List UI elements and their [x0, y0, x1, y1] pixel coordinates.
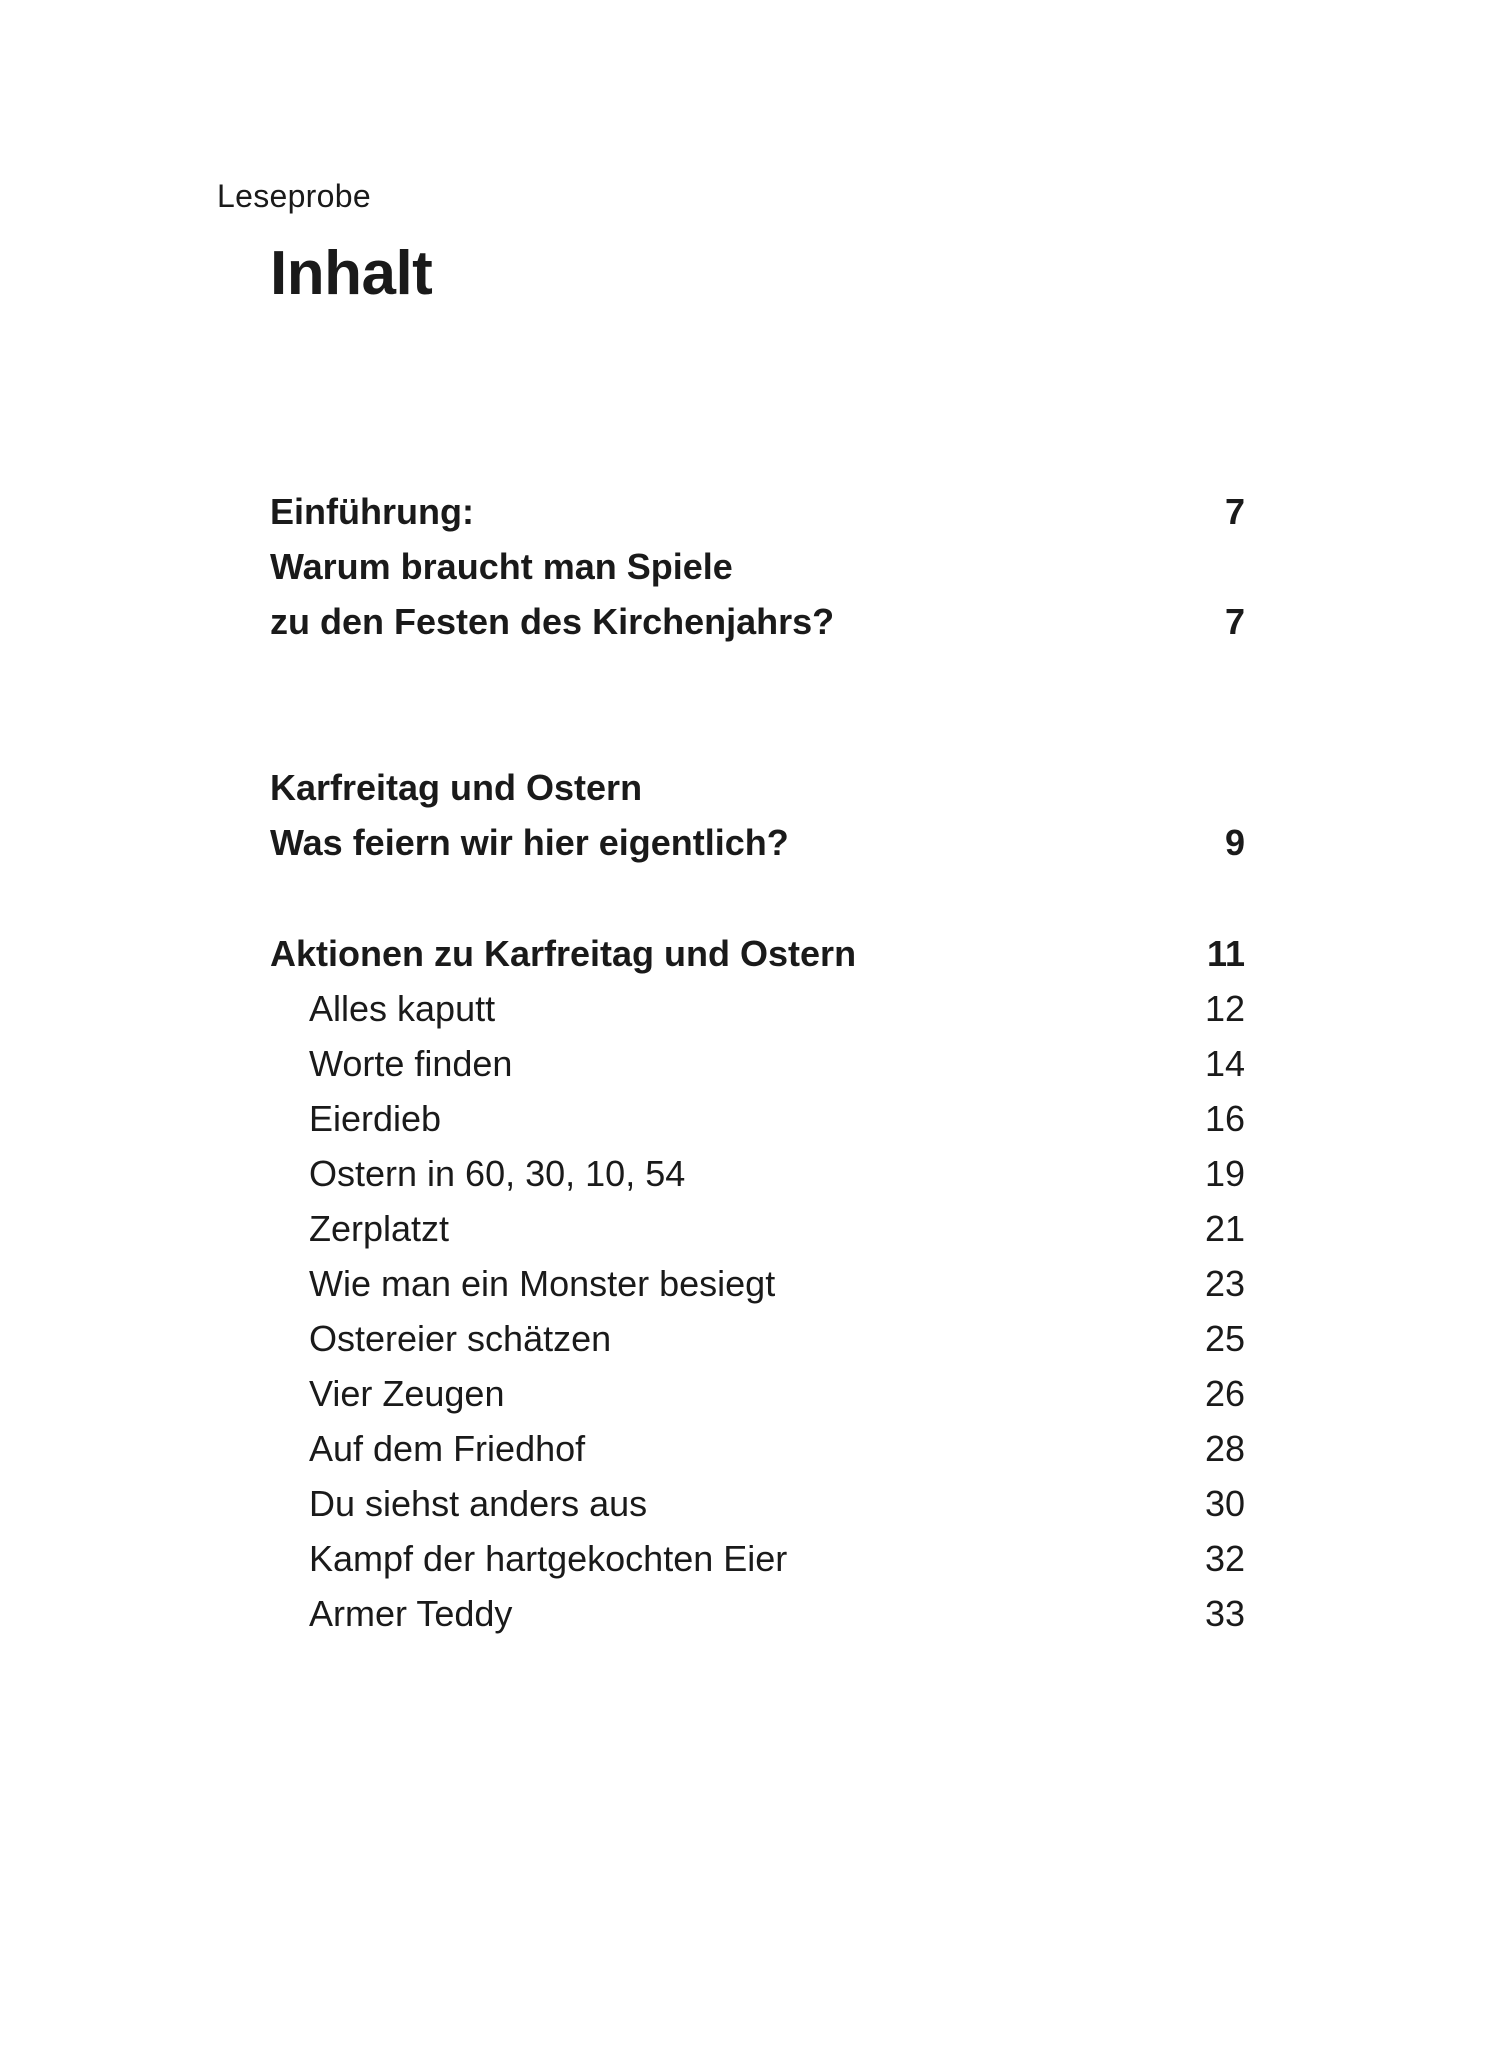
toc-subentry	[270, 1366, 1245, 1421]
toc-entry-label: Zerplatzt	[309, 1208, 450, 1249]
toc-entry	[270, 539, 1245, 594]
toc-entry-label: Wie man ein Monster besiegt	[309, 1263, 776, 1304]
eyebrow-label: Leseprobe	[217, 178, 371, 214]
toc-entry-label: Eierdieb	[309, 1098, 442, 1139]
toc-entry-page: 7	[1224, 601, 1245, 642]
toc-entry-label: Ostern in 60, 30, 10, 54	[309, 1153, 686, 1194]
toc-entry-label: Kampf der hartgekochten Eier	[309, 1538, 788, 1579]
toc-entry-label: Ostereier schätzen	[309, 1318, 612, 1359]
toc-entry	[270, 926, 1245, 981]
toc-entry	[270, 594, 1245, 649]
toc-entry	[270, 484, 1245, 539]
toc-entry-page: 25	[1204, 1318, 1245, 1359]
toc-entry-page: 32	[1204, 1538, 1245, 1579]
toc-entry-label: Worte finden	[309, 1043, 513, 1084]
toc-entry-label: Aktionen zu Karfreitag und Ostern	[270, 933, 857, 974]
toc-entry-page: 12	[1204, 988, 1245, 1029]
toc-entry-label: Vier Zeugen	[309, 1373, 505, 1414]
toc-entry-label: Auf dem Friedhof	[309, 1428, 586, 1469]
toc-entry-page: 28	[1204, 1428, 1245, 1469]
page-title: Inhalt	[270, 239, 433, 308]
toc-subentry	[270, 1091, 1245, 1146]
toc-entry-label: Alles kaputt	[309, 988, 496, 1029]
spacer	[270, 649, 1245, 760]
toc-subentry	[270, 1256, 1245, 1311]
table-of-contents	[270, 484, 1245, 1641]
toc-subentry	[270, 1146, 1245, 1201]
toc-entry-page: 9	[1224, 822, 1245, 863]
toc-entry	[270, 815, 1245, 870]
toc-entry-label: Einführung:	[270, 491, 474, 532]
toc-entry-label: Karfreitag und Ostern	[270, 767, 643, 808]
toc-entry-page: 16	[1204, 1098, 1245, 1139]
spacer	[270, 870, 1245, 926]
toc-subentry	[270, 981, 1245, 1036]
toc-entry-page: 30	[1204, 1483, 1245, 1524]
toc-entry-page: 26	[1204, 1373, 1245, 1414]
toc-subentry	[270, 1476, 1245, 1531]
toc-entry-label: Warum braucht man Spiele	[270, 546, 733, 587]
toc-entry	[270, 760, 1245, 815]
toc-subentry	[270, 1421, 1245, 1476]
toc-entry-page: 21	[1204, 1208, 1245, 1249]
toc-entry-page: 19	[1204, 1153, 1245, 1194]
toc-subentry	[270, 1036, 1245, 1091]
toc-entry-page: 33	[1204, 1593, 1245, 1634]
toc-subentry	[270, 1586, 1245, 1641]
toc-entry-page: 11	[1206, 933, 1245, 974]
toc-entry-page: 7	[1224, 491, 1245, 532]
toc-entry-page: 14	[1204, 1043, 1245, 1084]
toc-entry-page: 23	[1204, 1263, 1245, 1304]
toc-subentry	[270, 1531, 1245, 1586]
toc-subentry	[270, 1201, 1245, 1256]
toc-entry-label: Armer Teddy	[309, 1593, 513, 1634]
toc-subentry	[270, 1311, 1245, 1366]
toc-entry-label: Du siehst anders aus	[309, 1483, 648, 1524]
toc-entry-label: zu den Festen des Kirchenjahrs?	[270, 601, 835, 642]
toc-entry-label: Was feiern wir hier eigentlich?	[270, 822, 789, 863]
